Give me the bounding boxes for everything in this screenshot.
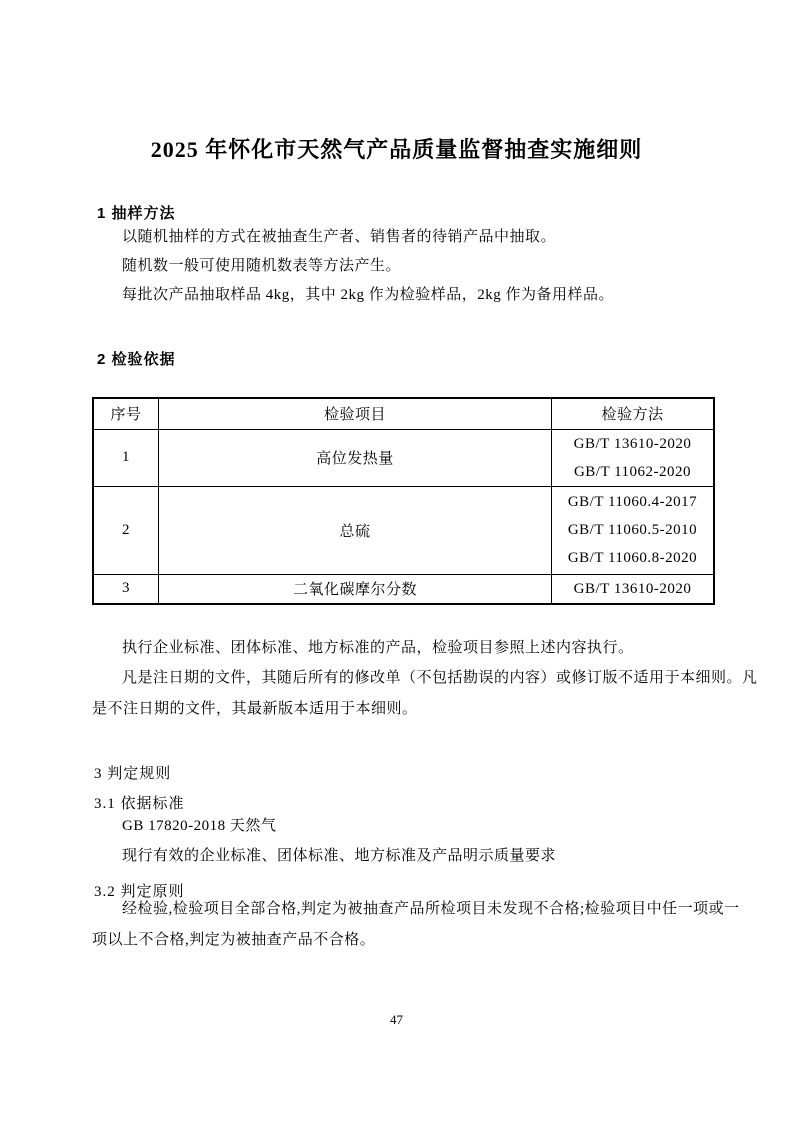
- table-cell-item: 总硫: [159, 486, 552, 574]
- section-1-paragraph-1: 以随机抽样的方式在被抽查生产者、销售者的待销产品中抽取。: [122, 229, 557, 245]
- section-3-1-paragraph-1: GB 17820-2018 天然气: [122, 818, 277, 834]
- section-3-heading: 3 判定规则: [94, 766, 172, 782]
- table-cell-methods: [552, 486, 715, 574]
- page-number: 47: [390, 1012, 403, 1027]
- method-standard: GB/T 11060.4-2017: [567, 494, 698, 510]
- table-cell-no: 3: [93, 574, 159, 604]
- section-3-1-heading: 3.1 依据标准: [94, 796, 185, 812]
- table-header-no: 序号: [93, 398, 159, 429]
- section-3-2-paragraph-1: [92, 894, 740, 956]
- inspection-basis-table: [92, 397, 715, 605]
- paragraph-line: 项以上不合格,判定为被抽查产品不合格。: [92, 932, 376, 948]
- method-standard: GB/T 11060.8-2020: [567, 550, 698, 566]
- table-row: [93, 429, 714, 486]
- table-cell-no: 2: [93, 486, 159, 574]
- section-1-paragraph-3: 每批次产品抽取样品 4kg，其中 2kg 作为检验样品，2kg 作为备用样品。: [122, 287, 615, 303]
- table-cell-item: 二氧化碳摩尔分数: [159, 574, 552, 604]
- section-2-paragraph-1: 执行企业标准、团体标准、地方标准的产品，检验项目参照上述内容执行。: [122, 640, 634, 656]
- table-cell-methods: [552, 429, 715, 486]
- paragraph-line: 凡是注日期的文件，其随后所有的修改单（不包括勘误的内容）或修订版不适用于本细则。凡: [122, 670, 758, 686]
- method-standard: GB/T 11062-2020: [573, 463, 692, 480]
- document-title: 2025 年怀化市天然气产品质量监督抽查实施细则: [150, 137, 643, 162]
- table-header-method: 检验方法: [552, 398, 715, 429]
- section-2-paragraph-2: [92, 663, 758, 725]
- table-cell-item: 高位发热量: [159, 429, 552, 486]
- paragraph-line: 经检验,检验项目全部合格,判定为被抽查产品所检项目未发现不合格;检验项目中任一项或一: [122, 901, 740, 917]
- section-3-1-paragraph-2: 现行有效的企业标准、团体标准、地方标准及产品明示质量要求: [122, 848, 557, 864]
- section-3-2-heading: 3.2 判定原则: [94, 884, 185, 900]
- table-cell-methods: [552, 574, 715, 604]
- table-header-row: [93, 398, 714, 429]
- table-row: [93, 486, 714, 574]
- table-cell-no: 1: [93, 429, 159, 486]
- table-header-item: 检验项目: [159, 398, 552, 429]
- paragraph-line: 是不注日期的文件，其最新版本适用于本细则。: [92, 701, 418, 717]
- method-standard: GB/T 11060.5-2010: [567, 522, 698, 538]
- method-standard: GB/T 13610-2020: [573, 580, 692, 597]
- section-1-paragraph-2: 随机数一般可使用随机数表等方法产生。: [122, 258, 402, 274]
- section-1-heading: 1 抽样方法: [97, 205, 176, 222]
- table-row: [93, 574, 714, 604]
- section-2-heading: 2 检验依据: [97, 351, 176, 368]
- method-standard: GB/T 13610-2020: [573, 435, 692, 452]
